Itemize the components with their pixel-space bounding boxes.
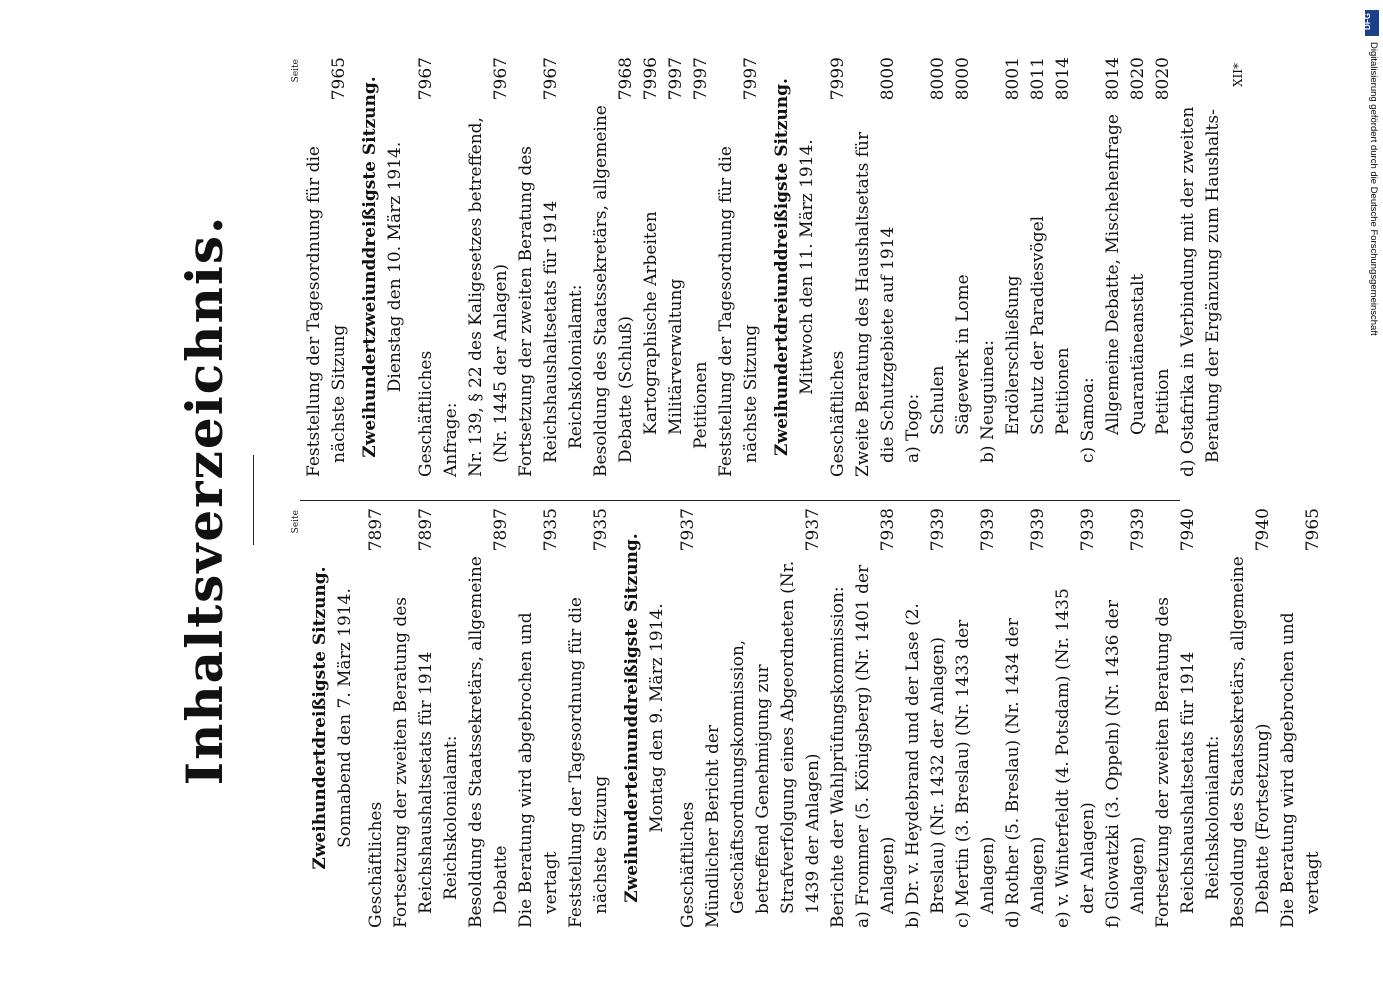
toc-page-number: 7939 [1128, 508, 1148, 552]
toc-page-number: 7967 [491, 57, 511, 101]
toc-list-right [302, 57, 1251, 477]
left-column [290, 508, 1326, 928]
session-date: Dienstag den 10. März 1914. [385, 141, 405, 393]
toc-entry-text: Fortsetzung der zweiten Beratung des Reichshaushaltsetats für 1914 [391, 596, 436, 928]
toc-entry [389, 508, 439, 928]
toc-page-number: 7939 [978, 508, 998, 552]
toc-page-number: 8011 [1028, 57, 1048, 101]
toc-entry [464, 508, 514, 928]
toc-entry-text: Allgemeine Debatte, Mischehenfrage [1103, 114, 1123, 435]
toc-entry [564, 57, 589, 477]
toc-entry [639, 57, 664, 477]
toc-entry [714, 57, 764, 477]
toc-entry [364, 508, 389, 928]
toc-entry-text: Geschäftliches [828, 350, 848, 477]
toc-entry [901, 57, 926, 477]
toc-page-number: 7935 [591, 508, 611, 552]
toc-page-number: 7897 [366, 508, 386, 552]
toc-page-number: 7939 [1028, 508, 1048, 552]
toc-entry-text: Besoldung des Staatssekretärs, allgemeine Debatte [466, 556, 511, 928]
toc-entry-text: f) Glowatzki (3. Oppeln) (Nr. 1436 der Anlagen) [1103, 600, 1148, 928]
toc-entry-text: Militärverwaltung [666, 278, 686, 435]
toc-entry-text: b) Neuguinea: [978, 340, 998, 463]
session-heading: Zweihundertzweiunddreißigste Sitzung. [360, 76, 380, 458]
toc-page-number: 7938 [878, 508, 898, 552]
toc-entry-text: a) Frommer (5. Königsberg) (Nr. 1401 der Anlagen) [853, 564, 898, 928]
toc-entry [851, 57, 901, 477]
toc-entry [1051, 508, 1101, 928]
toc-entry [589, 57, 639, 477]
toc-entry-text: Geschäftliches [678, 801, 698, 928]
page-title: Inhaltsverzeichnis. [175, 214, 234, 786]
toc-entry [1101, 57, 1126, 477]
toc-page-number: 7940 [1178, 508, 1198, 552]
toc-entry-text: Erdölerschließung [1003, 275, 1023, 435]
toc-page-number: 7967 [541, 57, 561, 101]
toc-page-number: 8014 [1053, 57, 1073, 101]
toc-entry [439, 508, 464, 928]
toc-page-number: 8020 [1128, 57, 1148, 101]
toc-entry [1226, 508, 1276, 928]
toc-entry [689, 57, 714, 477]
toc-entry [826, 57, 851, 477]
toc-page-number: 7940 [1253, 508, 1273, 552]
toc-entry-text: d) Rother (5. Breslau) (Nr. 1434 der Anlagen) [1003, 618, 1048, 928]
toc-entry [826, 508, 851, 928]
toc-page-number: 7997 [666, 57, 686, 101]
toc-entry-text: Die Beratung wird abgebrochen und vertagt [516, 612, 561, 928]
toc-page-number: 7967 [416, 57, 436, 101]
dfg-credit [1362, 10, 1379, 410]
signature-mark: XII* [1231, 63, 1245, 88]
toc-entry [439, 57, 464, 477]
toc-entry [1126, 57, 1151, 477]
toc-entry [514, 57, 564, 477]
toc-page-number: 7968 [616, 57, 636, 101]
toc-entry-text: Schulen [928, 365, 948, 435]
toc-entry [951, 57, 976, 477]
toc-page-number: 8000 [953, 57, 973, 101]
session-date: Sonnabend den 7. März 1914. [335, 588, 355, 848]
toc-entry [1151, 57, 1176, 477]
toc-entry-text: Berichte der Wahlprüfungskommission: [828, 586, 848, 928]
toc-page-number: 7939 [1078, 508, 1098, 552]
toc-entry [1176, 57, 1226, 477]
toc-entry [1076, 57, 1101, 477]
toc-entry [926, 57, 951, 477]
toc-entry [664, 57, 689, 477]
toc-entry-text: Fortsetzung der zweiten Beratung des Reichshaushaltsetats für 1914 [516, 145, 561, 477]
toc-page-number: 7997 [691, 57, 711, 101]
session-heading: Zweihundertdreißigste Sitzung. [310, 566, 330, 870]
toc-entry-text: Reichskolonialamt: [1203, 735, 1223, 900]
session-heading: Zweihundertdreiunddreißigste Sitzung. [772, 78, 792, 456]
toc-entry [976, 57, 1001, 477]
toc-page-number: 7897 [416, 508, 436, 552]
toc-page-number: 8000 [878, 57, 898, 101]
toc-page-number: 8020 [1153, 57, 1173, 101]
toc-entry-text: b) Dr. v. Heydebrand und der Lase (2. Breslau) (Nr. 1432 der Anlagen) [903, 603, 948, 928]
dfg-logo: DFG [1365, 10, 1379, 36]
toc-page-number: 7937 [678, 508, 698, 552]
toc-entry-text: Reichskolonialamt: [441, 735, 461, 900]
toc-entry-text: Zweite Beratung des Haushaltsetats für die Schutzgebiete auf 1914 [853, 131, 898, 477]
toc-entry [1151, 508, 1201, 928]
toc-entry [701, 508, 826, 928]
toc-entry-text: e) v. Winterfeldt (4. Potsdam) (Nr. 1435 der Anlagen) [1053, 588, 1098, 928]
toc-entry [676, 508, 701, 928]
toc-entry [1051, 57, 1076, 477]
toc-entry-text: Feststellung der Tagesordnung für die nächste Sitzung [566, 597, 611, 928]
toc-entry-text: Reichskolonialamt: [566, 284, 586, 449]
column-divider [300, 500, 1180, 501]
seite-label: Seite [291, 59, 301, 83]
toc-entry [1201, 508, 1226, 928]
toc-entry [1001, 57, 1026, 477]
toc-entry-text: Feststellung der Tagesordnung für die nächste Sitzung [304, 146, 349, 477]
toc-entry-text: Petitionen [1053, 347, 1073, 435]
toc-entry-text: Schutz der Paradiesvögel [1028, 215, 1048, 435]
toc-entry-text: Die Beratung wird abgebrochen und vertagt [1278, 612, 1323, 928]
title-rule [253, 455, 254, 545]
toc-entry [851, 508, 901, 928]
toc-entry [1026, 57, 1051, 477]
toc-page-number: 8000 [928, 57, 948, 101]
toc-entry-text: d) Ostafrika in Verbindung mit der zweiten Beratung der Ergänzung zum Haushalts- [1178, 106, 1223, 477]
toc-page-number: 7965 [1303, 508, 1323, 552]
toc-list-left [308, 508, 1326, 928]
credit-text: Digitalisierung gefördert durch die Deutsche Forschungsgemeinschaft [1368, 42, 1379, 336]
toc-entry-text: Petition [1153, 368, 1173, 435]
session-date: Montag den 9. März 1914. [647, 603, 667, 833]
toc-entry-text: Nr. 139, § 22 des Kaligesetzes betreffend, (Nr. 1445 der Anlagen) [466, 117, 511, 477]
toc-page-number: 7939 [928, 508, 948, 552]
toc-page-number: 7997 [741, 57, 761, 101]
toc-entry-text: Feststellung der Tagesordnung für die nächste Sitzung [716, 146, 761, 477]
toc-entry-text: c) Samoa: [1078, 377, 1098, 463]
toc-page-number: 7996 [641, 57, 661, 101]
toc-entry [564, 508, 614, 928]
toc-entry [464, 57, 514, 477]
toc-entry [1101, 508, 1151, 928]
toc-entry-text: a) Togo: [903, 393, 923, 463]
toc-entry [302, 57, 352, 477]
toc-entry-text: Besoldung des Staatssekretärs, allgemeine Debatte (Schluß) [591, 105, 636, 477]
toc-entry [514, 508, 564, 928]
toc-entry-text: Geschäftliches [366, 801, 386, 928]
session-heading: Zweihunderteinunddreißigste Sitzung. [622, 533, 642, 903]
toc-entry-text: Quarantäneanstalt [1128, 273, 1148, 435]
toc-entry-text: Kartographische Arbeiten [641, 211, 661, 435]
toc-entry-text: Besoldung des Staatssekretärs, allgemeine Debatte (Fortsetzung) [1228, 556, 1273, 928]
toc-page-number: 7935 [541, 508, 561, 552]
toc-page-number: 7965 [329, 57, 349, 101]
toc-entry [1276, 508, 1326, 928]
toc-entry-text: Petitionen [691, 361, 711, 449]
toc-page-number: 8001 [1003, 57, 1023, 101]
toc-entry [1001, 508, 1051, 928]
toc-entry-text: Anfrage: [441, 402, 461, 477]
right-column [290, 57, 1251, 477]
toc-entry-text: Geschäftliches [416, 350, 436, 477]
toc-entry-text: Mündlicher Bericht der Geschäftsordnungskommission, betreffend Genehmigung zur Strafverfolgung eines Abgeordneten (Nr. 1439 der Anlagen) [703, 560, 823, 928]
seite-label: Seite [291, 510, 301, 534]
toc-entry-text: c) Mertin (3. Breslau) (Nr. 1433 der Anlagen) [953, 619, 998, 928]
toc-page-number: 7897 [491, 508, 511, 552]
toc-page-number: 8014 [1103, 57, 1123, 101]
toc-entry-text: Sägewerk in Lome [953, 274, 973, 435]
toc-entry [951, 508, 1001, 928]
toc-page-number: 7999 [828, 57, 848, 101]
toc-entry-text: Fortsetzung der zweiten Beratung des Reichshaushaltsetats für 1914 [1153, 596, 1198, 928]
session-date: Mittwoch den 11. März 1914. [797, 139, 817, 395]
toc-page-number: 7937 [803, 508, 823, 552]
toc-entry [901, 508, 951, 928]
toc-entry [414, 57, 439, 477]
